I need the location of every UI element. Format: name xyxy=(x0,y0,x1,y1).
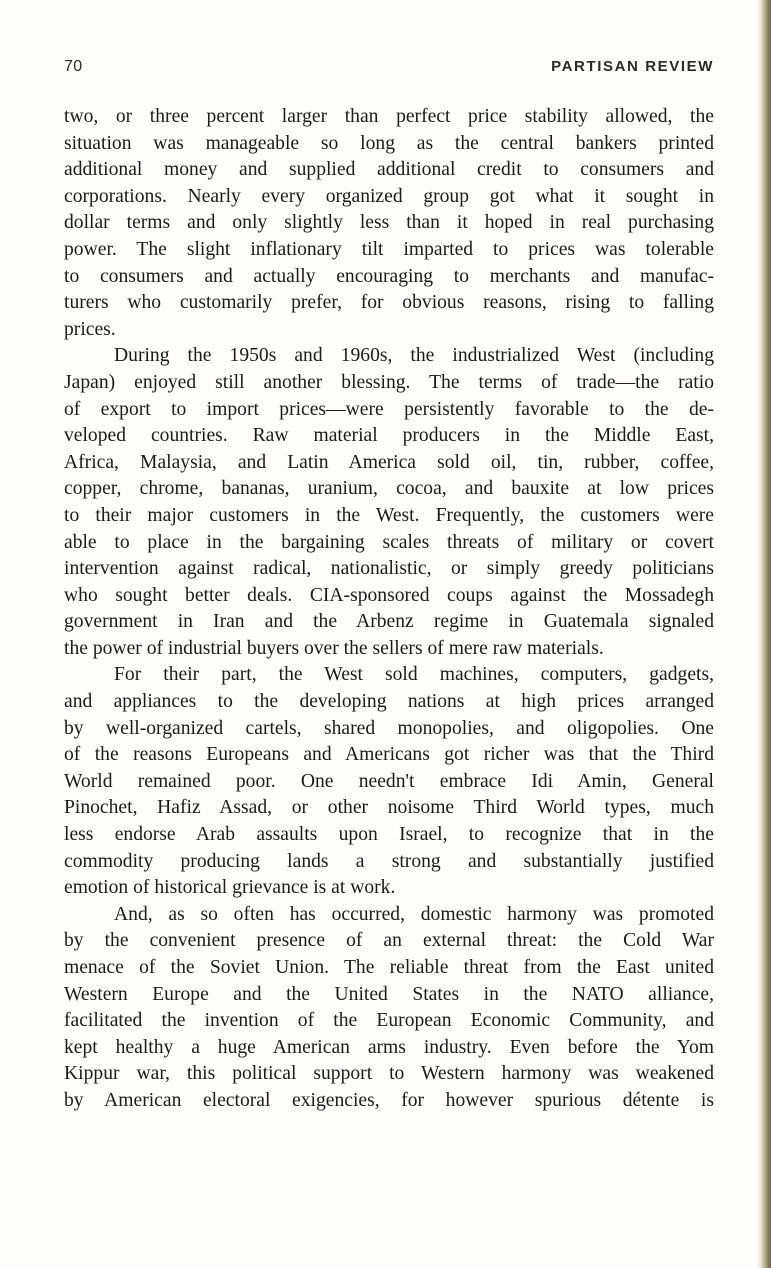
text-line: of the reasons Europeans and Americans got richer was that the Third xyxy=(64,744,714,766)
text-line: Kippur war, this political support to Western harmony was weakened xyxy=(64,1063,714,1085)
text-line: to their major customers in the West. Frequently, the customers were xyxy=(64,504,714,526)
text-line: facilitated the invention of the European Economic Community, and xyxy=(64,1010,714,1032)
paragraph-2 xyxy=(64,343,714,662)
text-line: by the convenient presence of an external threat: the Cold War xyxy=(64,930,714,952)
text-line: by well-organized cartels, shared monopolies, and oligopolies. One xyxy=(64,717,714,739)
text-line: of export to import prices—were persistently favorable to the de- xyxy=(64,398,714,420)
paragraph-1 xyxy=(64,104,714,343)
journal-title: PARTISAN REVIEW xyxy=(551,58,714,75)
text-line: able to place in the bargaining scales threats of military or covert xyxy=(64,531,714,553)
text-line: government in Iran and the Arbenz regime in Guatemala signaled xyxy=(64,611,714,633)
text-line: power. The slight inflationary tilt imparted to prices was tolerable xyxy=(64,238,714,260)
text-line: to consumers and actually encouraging to merchants and manufac- xyxy=(64,265,714,287)
text-line: the power of industrial buyers over the sellers of mere raw materials. xyxy=(64,637,604,659)
page-edge-shadow xyxy=(757,0,771,1268)
text-line: During the 1950s and 1960s, the industrialized West (including xyxy=(114,345,714,367)
text-line: by American electoral exigencies, for however spurious détente is xyxy=(64,1089,714,1111)
text-line: additional money and supplied additional credit to consumers and xyxy=(64,159,714,181)
text-line: who sought better deals. CIA-sponsored coups against the Mossadegh xyxy=(64,584,714,606)
text-line: emotion of historical grievance is at work. xyxy=(64,877,396,899)
page-number: 70 xyxy=(64,58,83,75)
text-line: Africa, Malaysia, and Latin America sold oil, tin, rubber, coffee, xyxy=(64,451,714,473)
text-line: dollar terms and only slightly less than it hoped in real purchasing xyxy=(64,212,714,234)
text-line: and appliances to the developing nations at high prices arranged xyxy=(64,691,714,713)
text-line: situation was manageable so long as the central bankers printed xyxy=(64,132,714,154)
text-line: corporations. Nearly every organized group got what it sought in xyxy=(64,185,714,207)
text-line: Western Europe and the United States in the NATO alliance, xyxy=(64,983,714,1005)
body-text xyxy=(64,104,714,1115)
text-line: prices. xyxy=(64,318,116,340)
text-line: veloped countries. Raw material producers in the Middle East, xyxy=(64,425,714,447)
text-line: Pinochet, Hafiz Assad, or other noisome Third World types, much xyxy=(64,797,714,819)
text-line: turers who customarily prefer, for obvious reasons, rising to falling xyxy=(64,292,714,314)
text-line: For their part, the West sold machines, computers, gadgets, xyxy=(114,664,714,686)
text-line: copper, chrome, bananas, uranium, cocoa, and bauxite at low prices xyxy=(64,478,714,500)
paragraph-3 xyxy=(64,662,714,901)
text-line: menace of the Soviet Union. The reliable threat from the East united xyxy=(64,957,714,978)
text-line: intervention against radical, nationalistic, or simply greedy politicians xyxy=(64,558,714,580)
text-line: kept healthy a huge American arms industry. Even before the Yom xyxy=(64,1036,714,1058)
text-line: World remained poor. One needn't embrace Idi Amin, General xyxy=(64,770,714,792)
text-line: two, or three percent larger than perfect price stability allowed, the xyxy=(64,106,714,127)
paragraph-4 xyxy=(64,902,714,1115)
text-line: less endorse Arab assaults upon Israel, to recognize that in the xyxy=(64,824,714,846)
text-line: commodity producing lands a strong and substantially justified xyxy=(64,850,714,872)
text-line: And, as so often has occurred, domestic harmony was promoted xyxy=(114,903,714,925)
text-line: Japan) enjoyed still another blessing. The terms of trade—the ratio xyxy=(64,371,714,393)
running-head xyxy=(64,58,714,82)
